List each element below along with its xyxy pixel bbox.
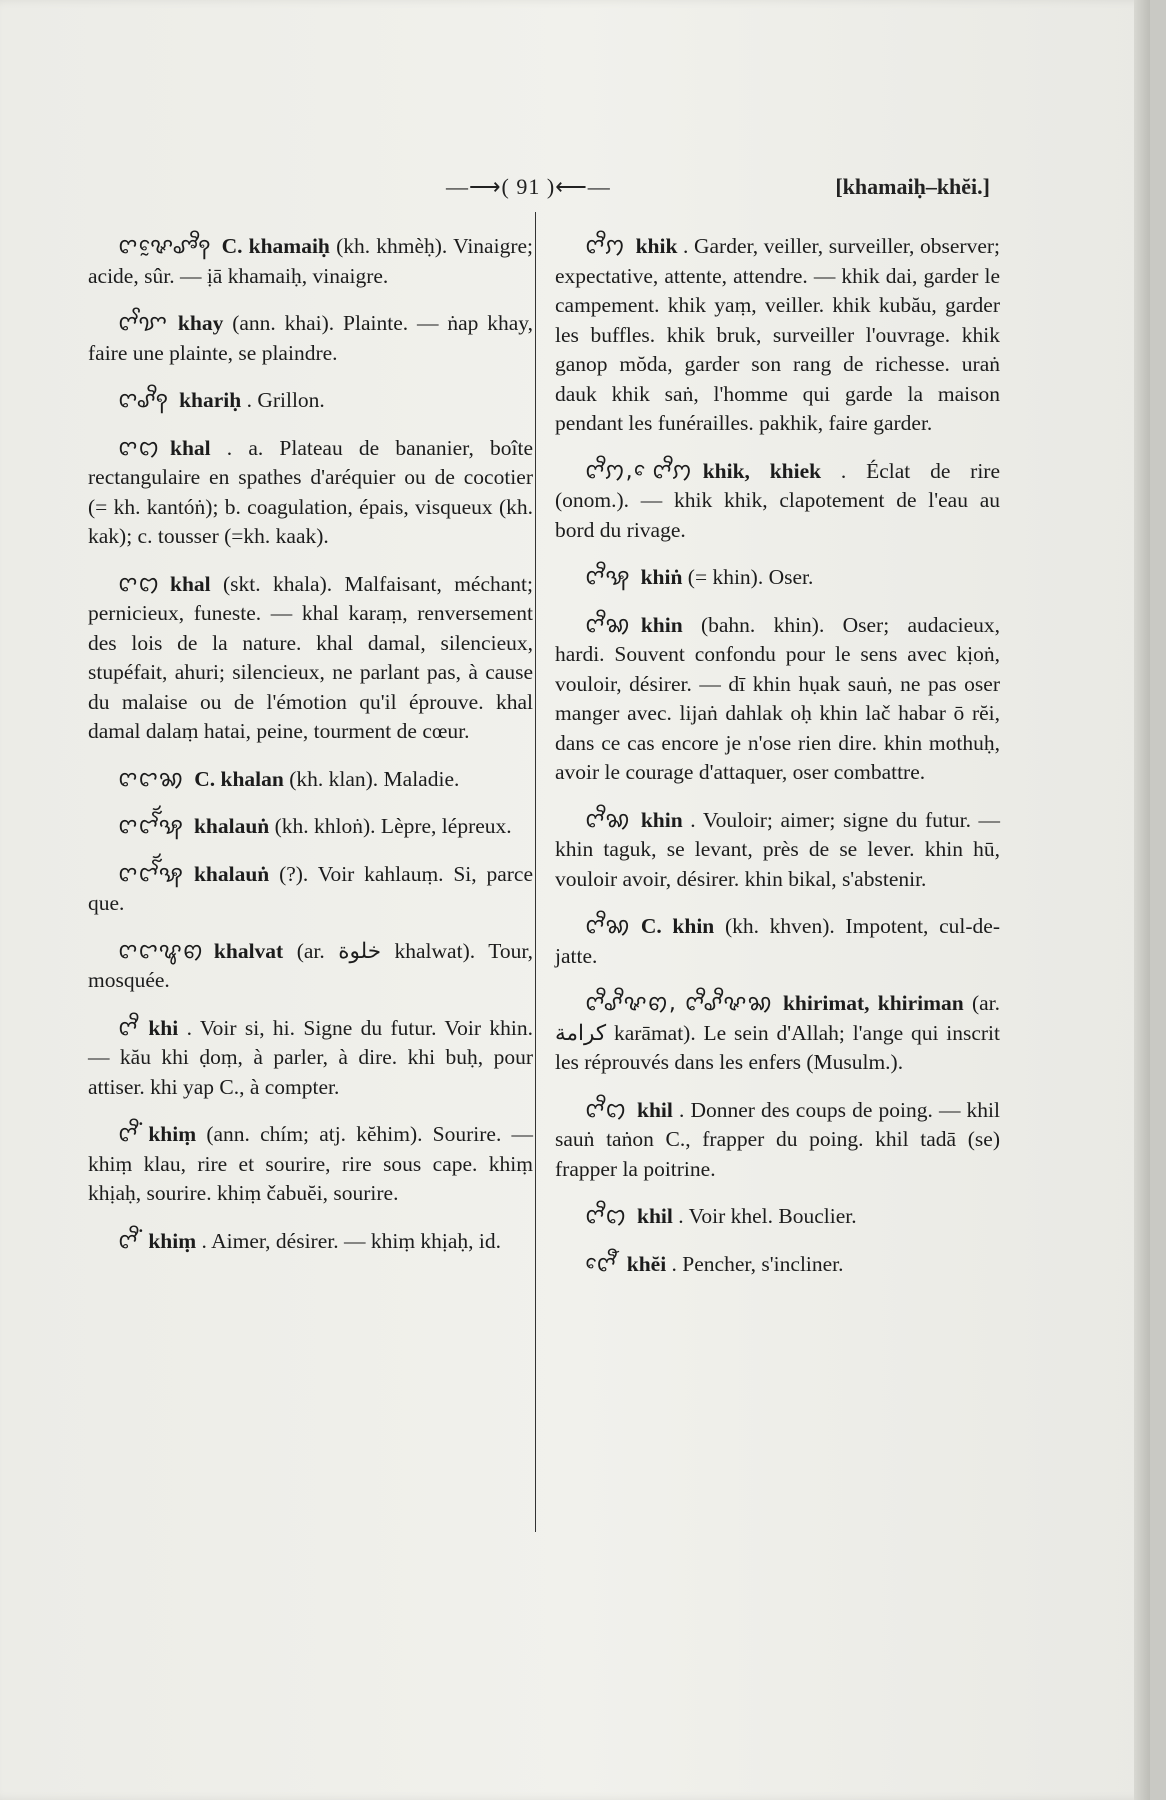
entry-headword: khariḥ <box>179 388 242 412</box>
page-edge <box>1134 0 1150 1800</box>
cham-script-headword: ꨈꩊ <box>118 571 160 597</box>
entry-headword: khik <box>635 234 678 258</box>
entry-definition: . Vouloir; aimer; signe du futur. — khin taguk, se levant, près de se lever. khin hū, vouloir avoir, désirer. khin bikal, s'abstenir. <box>555 807 1001 891</box>
dictionary-entry <box>88 570 533 747</box>
dictionary-entry <box>88 1120 533 1209</box>
entry-definition: (kh. klan). Maladie. <box>289 766 460 791</box>
cham-script-headword: ꨈꩊ <box>118 435 160 461</box>
entry-headword: C. khin <box>640 914 715 938</box>
entry-headword: khal <box>169 435 211 460</box>
dictionary-entry <box>88 309 533 368</box>
page-number: —⟶( 91 )⟵— <box>446 174 611 199</box>
entry-definition: . Grillon. <box>246 388 325 412</box>
entry-definition: . Voir khel. Bouclier. <box>678 1204 857 1228</box>
entry-definition: (kh. khven). Impotent, cul-de-jatte. <box>555 914 1000 968</box>
cham-script-headword: ꨈꨪꩊ <box>585 1097 627 1123</box>
entry-definition: . Aimer, désirer. — khiṃ khịaḥ, id. <box>201 1228 502 1253</box>
entry-headword: C. khamaiḥ <box>221 234 330 258</box>
entry-definition: . Donner des coups de poing. — khil sauṅ taṅon C., frapper du poing. khil tadā (se) frapper la poitrine. <box>555 1097 1000 1181</box>
entry-headword: khiṃ <box>148 1228 197 1253</box>
entry-definition: (ar. خلوة khalwat). Tour, mosquée. <box>88 938 533 992</box>
entry-headword: khi <box>148 1015 179 1040</box>
cham-script-headword: ꨈꨪꩀ, ꨯꨈꨪꩀ <box>585 458 693 484</box>
cham-script-headword: ꨈꨪꩊ <box>585 1204 627 1229</box>
entry-headword: khiṃ <box>148 1122 197 1146</box>
dictionary-entry <box>88 232 533 291</box>
entry-headword: khik, khiek <box>702 458 822 483</box>
dictionary-entry <box>555 232 1000 439</box>
entry-definition: . Voir si, hi. Signe du futur. Voir khin. — kău khi ḍoṃ, à parler, à dire. khi buḥ, pour attiser. khi yap C., à compter. <box>88 1015 534 1099</box>
entry-definition: (kh. khmèḥ). Vinaigre; acide, sûr. — ịā khamaiḥ, vinaigre. <box>88 234 533 288</box>
cham-script-headword: ꨈꨣꨪꩍ <box>118 388 170 413</box>
right-column <box>555 232 1000 1297</box>
dictionary-entry <box>88 434 533 552</box>
dictionary-entry <box>555 806 1000 895</box>
entry-headword: khalvat <box>213 938 284 963</box>
entry-definition: (ar. كرامة karāmat). Le sein d'Allah; l'ange qui inscrit les réprouvés dans les enfers (Musulm.). <box>555 991 1001 1074</box>
cham-script-headword: ꨈꨤꨮꨱꩂ <box>118 861 184 887</box>
dictionary-entry <box>555 989 1000 1078</box>
entry-definition: . Éclat de rire (onom.). — khik khik, clapotement de l'eau au bord du rivage. <box>555 458 1001 542</box>
dictionary-entry <box>88 812 533 842</box>
cham-script-headword: ꨈꨤꨮꨱꩂ <box>118 814 184 839</box>
column-divider <box>535 212 536 1532</box>
entry-headword: khal <box>169 571 211 596</box>
running-head: [khamaiḥ–khĕi.] <box>835 174 990 199</box>
entry-definition: (= khin). Oser. <box>687 565 814 589</box>
entry-definition: (ann. chím; atj. kĕhim). Sourire. — khiṃ klau, rire et sourire, rire sous cape. khiṃ khịaḥ, sourire. khiṃ čabuĕi, sourire. <box>88 1122 533 1205</box>
dictionary-entry <box>555 457 1000 546</box>
cham-script-headword: ꨈꨩꨢ <box>118 311 168 336</box>
entry-headword: khalauṅ <box>193 861 270 886</box>
dictionary-entry <box>555 1250 1000 1280</box>
cham-script-headword: ꨈꨪꩆ <box>585 612 631 638</box>
dictionary-entry <box>88 1014 533 1103</box>
entry-headword: khĕi <box>626 1251 667 1276</box>
entry-definition: (ann. khai). Plainte. — ṅap khay, faire une plainte, se plaindre. <box>88 311 534 365</box>
entry-headword: khay <box>177 311 224 335</box>
page-header <box>440 172 990 212</box>
cham-script-headword: ꨈꨪꩀ <box>585 234 626 259</box>
entry-definition: (?). Voir kahlauṃ. Si, parce que. <box>88 861 533 915</box>
entry-definition: . a. Plateau de bananier, boîte rectangulaire en spathes d'aréquier ou de cocotier (= kh. kantóṅ); b. coagulation, épais, visqueux (kh. kak); c. tousser (=kh. kaak). <box>88 435 533 548</box>
entry-headword: khil <box>636 1204 673 1228</box>
cham-script-headword: ꨈꨟꨰꨨꨪꩍ <box>118 234 212 259</box>
dictionary-entry <box>555 912 1000 971</box>
entry-definition: . Garder, veiller, surveiller, observer; expectative, attente, attendre. — khik dai, garder le campement. khik yaṃ, veiller. khik kubău, garder les buffles. khik bruk, surveiller l'ouvrage. khik ganop mŏda, garder son rang de richesse. uraṅ dauk khik saṅ, l'homme qui garde la maison pendant les funérailles. pakhik, faire garder. <box>555 234 1001 435</box>
cham-script-headword: ꨈꨪꩌ <box>118 1122 139 1147</box>
left-column <box>88 232 533 1274</box>
dictionary-entry <box>555 1096 1000 1185</box>
cham-script-headword: ꨈꨤꨥꩅ <box>118 938 204 964</box>
entry-headword: khin <box>640 807 683 832</box>
entry-headword: khalauṅ <box>193 814 270 838</box>
entry-headword: khin <box>640 612 683 637</box>
entry-definition: (skt. khala). Malfaisant, méchant; pernicieux, funeste. — khal karaṃ, renversement des lois de la nature. khal damal, silencieux, stupéfait, ahuri; silencieux, ne parlant pas, à cause du malaise ou de l'émotion qu'il éprouve. khal damal dalaṃ hatai, peine, tourment de cœur. <box>88 571 533 743</box>
cham-script-headword: ꨈꨤꩆ <box>118 766 185 792</box>
cham-script-headword: ꨈꨪꩌ <box>118 1228 139 1254</box>
cham-script-headword: ꨈꨪꩆ <box>585 807 631 833</box>
entry-headword: khiṅ <box>640 565 683 589</box>
dictionary-entry <box>88 1227 533 1257</box>
entry-definition: . Pencher, s'incliner. <box>671 1251 844 1276</box>
entry-headword: C. khalan <box>194 766 284 791</box>
entry-headword: khil <box>636 1097 673 1122</box>
entry-headword: khirimat, khiriman <box>782 991 964 1015</box>
dictionary-entry <box>88 860 533 919</box>
entry-definition: (kh. khloṅ). Lèpre, lépreux. <box>274 814 512 838</box>
cham-script-headword: ꨈꨪꨣꨪꨟꩅ, ꨈꨪꨣꨪꨟꩆ <box>585 991 773 1016</box>
dictionary-entry <box>88 386 533 416</box>
cham-script-headword: ꨈꨪꩂ <box>585 565 631 590</box>
dictionary-entry <box>88 765 533 795</box>
cham-script-headword: ꨈꨯꨬ <box>585 1251 617 1277</box>
cham-script-headword: ꨈꨪꩆ <box>585 914 631 939</box>
dictionary-entry <box>555 611 1000 788</box>
dictionary-entry <box>88 937 533 996</box>
entry-definition: (bahn. khin). Oser; audacieux, hardi. Souvent confondu pour le sens avec kịoṅ, vouloir, désirer. — dī khin hụak sauṅ, ne pas oser manger avec. lijaṅ dahlak oḥ khin lač habar ō rĕi, dans ce cas encore je n'ose rien dire. khin mothuḥ, avoir le courage d'attaquer, oser combattre. <box>555 612 1000 784</box>
dictionary-entry <box>555 563 1000 593</box>
cham-script-headword: ꨈꨪ <box>118 1015 139 1041</box>
dictionary-entry <box>555 1202 1000 1232</box>
